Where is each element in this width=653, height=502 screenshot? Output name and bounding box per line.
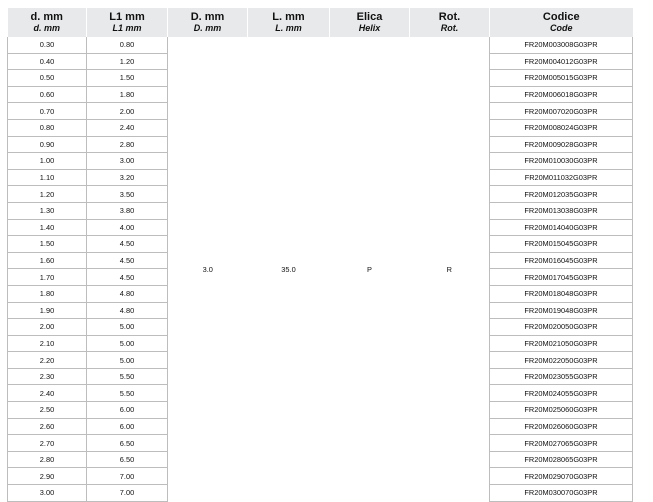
cell-d: 1.70: [8, 269, 87, 286]
cell-l1: 3.00: [87, 153, 168, 170]
cell-d: 2.20: [8, 352, 87, 369]
cell-code: FR20M026060G03PR: [490, 418, 633, 435]
cell-l1: 6.00: [87, 402, 168, 419]
cell-l1: 1.50: [87, 70, 168, 87]
col-header-rotation: [410, 8, 490, 37]
cell-d: 3.00: [8, 485, 87, 502]
cell-l1: 1.80: [87, 86, 168, 103]
cell-d: 0.30: [8, 37, 87, 53]
cell-d: 1.10: [8, 169, 87, 186]
cell-l1: 1.20: [87, 53, 168, 70]
cell-d: 0.90: [8, 136, 87, 153]
cell-d: 2.00: [8, 319, 87, 336]
cell-code: FR20M029070G03PR: [490, 468, 633, 485]
cell-code: FR20M006018G03PR: [490, 86, 633, 103]
cell-d: 2.50: [8, 402, 87, 419]
cell-code: FR20M012035G03PR: [490, 186, 633, 203]
col-header-sub: Helix: [358, 23, 381, 33]
col-header-label: D. mm: [190, 11, 225, 23]
cell-code: FR20M024055G03PR: [490, 385, 633, 402]
table-row: [8, 37, 633, 53]
cell-code: FR20M021050G03PR: [490, 335, 633, 352]
col-header-sub: d. mm: [33, 23, 60, 33]
cell-code: FR20M019048G03PR: [490, 302, 633, 319]
cell-l1: 3.20: [87, 169, 168, 186]
product-table-container: [7, 8, 632, 502]
cell-l1: 6.00: [87, 418, 168, 435]
cell-code: FR20M008024G03PR: [490, 119, 633, 136]
cell-l1: 4.80: [87, 285, 168, 302]
cell-code: FR20M023055G03PR: [490, 368, 633, 385]
col-header-shank-d: [168, 8, 248, 37]
cell-code: FR20M022050G03PR: [490, 352, 633, 369]
col-header-sub: Rot.: [440, 23, 459, 33]
cell-code: FR20M030070G03PR: [490, 485, 633, 502]
cell-d: 0.50: [8, 70, 87, 87]
cell-d: 1.60: [8, 252, 87, 269]
cell-code: FR20M028065G03PR: [490, 451, 633, 468]
col-header-sub: L1 mm: [112, 23, 142, 33]
cell-d: 1.30: [8, 202, 87, 219]
cell-helix: P: [367, 264, 372, 274]
col-header-label: L. mm: [272, 11, 305, 23]
cell-code: FR20M027065G03PR: [490, 435, 633, 452]
cell-code: FR20M017045G03PR: [490, 269, 633, 286]
col-header-length: [248, 8, 330, 37]
cell-d: 1.90: [8, 302, 87, 319]
cell-d: 2.40: [8, 385, 87, 402]
cell-d: 1.20: [8, 186, 87, 203]
cell-l1: 3.50: [87, 186, 168, 203]
cell-shank-d: 3.0: [202, 264, 213, 274]
col-header-label: Codice: [542, 11, 580, 23]
col-header-label: Elica: [356, 11, 383, 23]
cell-d: 2.10: [8, 335, 87, 352]
col-header-label: d. mm: [30, 11, 63, 23]
cell-l1: 2.80: [87, 136, 168, 153]
cell-d: 1.00: [8, 153, 87, 170]
cell-code: FR20M009028G03PR: [490, 136, 633, 153]
cell-d: 2.60: [8, 418, 87, 435]
cell-d: 0.60: [8, 86, 87, 103]
cell-code: FR20M015045G03PR: [490, 236, 633, 253]
col-header-code: [490, 8, 633, 37]
cell-l1: 5.50: [87, 368, 168, 385]
col-header-label: Rot.: [438, 11, 461, 23]
col-header-helix: [330, 8, 410, 37]
table-body: [8, 37, 633, 501]
cell-l1: 4.00: [87, 219, 168, 236]
cell-l1: 5.50: [87, 385, 168, 402]
product-table: [7, 8, 633, 502]
cell-l1: 4.80: [87, 302, 168, 319]
cell-l1: 5.00: [87, 319, 168, 336]
cell-d: 2.90: [8, 468, 87, 485]
cell-l1: 4.50: [87, 236, 168, 253]
col-header-sub: Code: [550, 23, 573, 33]
cell-code: FR20M004012G03PR: [490, 53, 633, 70]
cell-l1: 2.40: [87, 119, 168, 136]
col-header-l1: [87, 8, 168, 37]
cell-d: 2.70: [8, 435, 87, 452]
cell-l1: 5.00: [87, 335, 168, 352]
cell-code: FR20M007020G03PR: [490, 103, 633, 120]
cell-l1: 4.50: [87, 269, 168, 286]
cell-l1: 4.50: [87, 252, 168, 269]
col-header-d: [8, 8, 87, 37]
cell-code: FR20M011032G03PR: [490, 169, 633, 186]
col-header-sub: D. mm: [193, 23, 222, 33]
cell-code: FR20M010030G03PR: [490, 153, 633, 170]
col-header-label: L1 mm: [109, 11, 145, 23]
cell-l1: 6.50: [87, 435, 168, 452]
cell-d: 0.70: [8, 103, 87, 120]
col-header-sub: L. mm: [275, 23, 302, 33]
cell-l1: 5.00: [87, 352, 168, 369]
cell-code: FR20M005015G03PR: [490, 70, 633, 87]
cell-d: 0.80: [8, 119, 87, 136]
cell-d: 1.40: [8, 219, 87, 236]
cell-rotation: R: [446, 264, 452, 274]
cell-d: 2.30: [8, 368, 87, 385]
cell-d: 0.40: [8, 53, 87, 70]
cell-code: FR20M013038G03PR: [490, 202, 633, 219]
cell-code: FR20M020050G03PR: [490, 319, 633, 336]
cell-code: FR20M025060G03PR: [490, 402, 633, 419]
cell-l1: 2.00: [87, 103, 168, 120]
cell-l1: 7.00: [87, 485, 168, 502]
cell-l1: 7.00: [87, 468, 168, 485]
cell-code: FR20M003008G03PR: [490, 37, 633, 53]
table-header: [8, 8, 633, 37]
cell-d: 2.80: [8, 451, 87, 468]
cell-l1: 0.80: [87, 37, 168, 53]
header-row: [8, 8, 633, 37]
cell-l1: 3.80: [87, 202, 168, 219]
cell-l1: 6.50: [87, 451, 168, 468]
cell-d: 1.80: [8, 285, 87, 302]
cell-code: FR20M014040G03PR: [490, 219, 633, 236]
cell-code: FR20M016045G03PR: [490, 252, 633, 269]
cell-code: FR20M018048G03PR: [490, 285, 633, 302]
cell-d: 1.50: [8, 236, 87, 253]
cell-length: 35.0: [281, 264, 296, 274]
